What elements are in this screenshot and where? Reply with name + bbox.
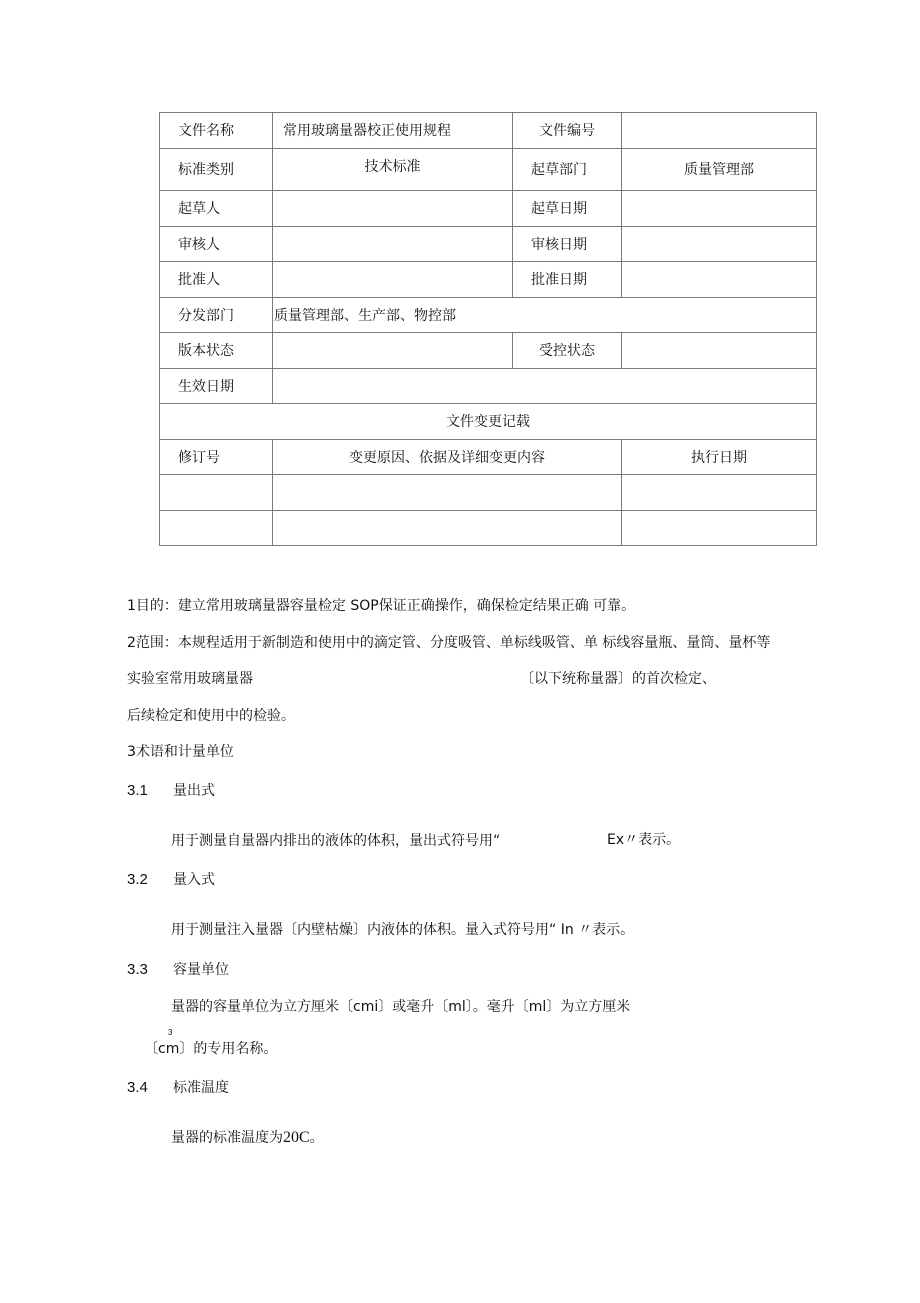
label-control-status: 受控状态: [513, 333, 622, 369]
section-3-3-superscript: 3: [168, 1028, 173, 1037]
table-row: [160, 262, 817, 298]
change-details-cell: [273, 475, 622, 511]
label-standard-category: 标准类别: [160, 148, 273, 191]
change-date-cell: [622, 510, 817, 546]
section-3-3-text-line2: 〔cm〕的专用名称。: [144, 1041, 278, 1057]
value-draft-date: [622, 191, 817, 227]
change-row: [160, 475, 817, 511]
section-3-1-title: 量出式: [173, 783, 215, 799]
label-effective-date: 生效日期: [160, 368, 273, 404]
section-3-4-title: 标准温度: [173, 1080, 229, 1096]
label-draft-date: 起草日期: [513, 191, 622, 227]
label-distribution-departments: 分发部门: [160, 297, 273, 333]
section-3-1-text-a: 用于测量自量器内排出的液体的体积，量出式符号用“: [171, 833, 501, 849]
section-3-1-text-b: Ex〃表示。: [607, 832, 681, 848]
change-details-cell: [273, 510, 622, 546]
value-approval-date: [622, 262, 817, 298]
section-3-2-text: 用于测量注入量器〔内壁枯燥〕内液体的体积。量入式符号用“ In 〃表示。: [171, 922, 635, 938]
label-file-number: 文件编号: [513, 113, 622, 149]
scope-paragraph-line3: 后续检定和使用中的检验。: [127, 708, 295, 724]
value-distribution-departments: 质量管理部、生产部、物控部: [273, 297, 817, 333]
table-row: [160, 404, 817, 440]
value-approver: [273, 262, 513, 298]
section-3-4-text-a: 量器的标准温度为: [171, 1130, 283, 1146]
section-3-3-title: 容量单位: [173, 962, 229, 978]
scope-paragraph-line2b: 〔以下统称量器〕的首次检定、: [520, 671, 716, 687]
value-version-status: [273, 333, 513, 369]
section-3-3-text-line1: 量器的容量单位为立方厘米〔cmi〕或毫升〔ml〕。毫升〔ml〕为立方厘米: [171, 999, 631, 1015]
section-3-4-text-c: 。: [309, 1130, 324, 1146]
change-revision-cell: [160, 475, 273, 511]
value-file-name: 常用玻璃量器校正使用规程: [273, 113, 513, 149]
table-row: [160, 113, 817, 149]
section-3-2-title: 量入式: [173, 872, 215, 888]
value-control-status: [622, 333, 817, 369]
table-row: [160, 226, 817, 262]
label-approval-date: 批准日期: [513, 262, 622, 298]
label-drafter: 起草人: [160, 191, 273, 227]
change-revision-cell: [160, 510, 273, 546]
standard-temperature-value: 20C: [283, 1129, 310, 1146]
label-version-status: 版本状态: [160, 333, 273, 369]
change-date-cell: [622, 475, 817, 511]
header-execution-date: 执行日期: [622, 439, 817, 475]
label-reviewer: 审核人: [160, 226, 273, 262]
value-file-number: [622, 113, 817, 149]
table-row: [160, 333, 817, 369]
value-reviewer: [273, 226, 513, 262]
label-review-date: 审核日期: [513, 226, 622, 262]
header-revision-number: 修订号: [160, 439, 273, 475]
section-3-2-number: 3.2: [127, 871, 148, 888]
section-3-3-number: 3.3: [127, 961, 148, 978]
document-control-table: [159, 112, 817, 546]
change-header-row: [160, 439, 817, 475]
header-change-details: 变更原因、依据及详细变更内容: [273, 439, 622, 475]
change-record-title: 文件变更记载: [160, 404, 817, 440]
label-approver: 批准人: [160, 262, 273, 298]
value-drafting-department: 质量管理部: [622, 148, 817, 191]
terms-heading: 3术语和计量单位: [127, 744, 234, 760]
value-drafter: [273, 191, 513, 227]
purpose-paragraph: 1目的：建立常用玻璃量器容量检定 SOP保证正确操作，确保检定结果正确 可靠。: [127, 598, 636, 614]
section-3-4-text: [171, 1130, 324, 1146]
change-row: [160, 510, 817, 546]
table-row: [160, 297, 817, 333]
label-file-name: 文件名称: [160, 113, 273, 149]
scope-paragraph-line1: 2范围：本规程适用于新制造和使用中的滴定管、分度吸管、单标线吸管、单 标线容量瓶、量筒、量杯等: [127, 635, 771, 651]
section-3-4-number: 3.4: [127, 1079, 148, 1096]
value-review-date: [622, 226, 817, 262]
section-3-1-number: 3.1: [127, 782, 148, 799]
value-standard-category: 技术标准: [273, 148, 513, 191]
table-row: [160, 148, 817, 191]
value-effective-date: [273, 368, 817, 404]
scope-paragraph-line2a: 实验室常用玻璃量器: [127, 671, 253, 687]
label-drafting-department: 起草部门: [513, 148, 622, 191]
table-row: [160, 191, 817, 227]
table-row: [160, 368, 817, 404]
